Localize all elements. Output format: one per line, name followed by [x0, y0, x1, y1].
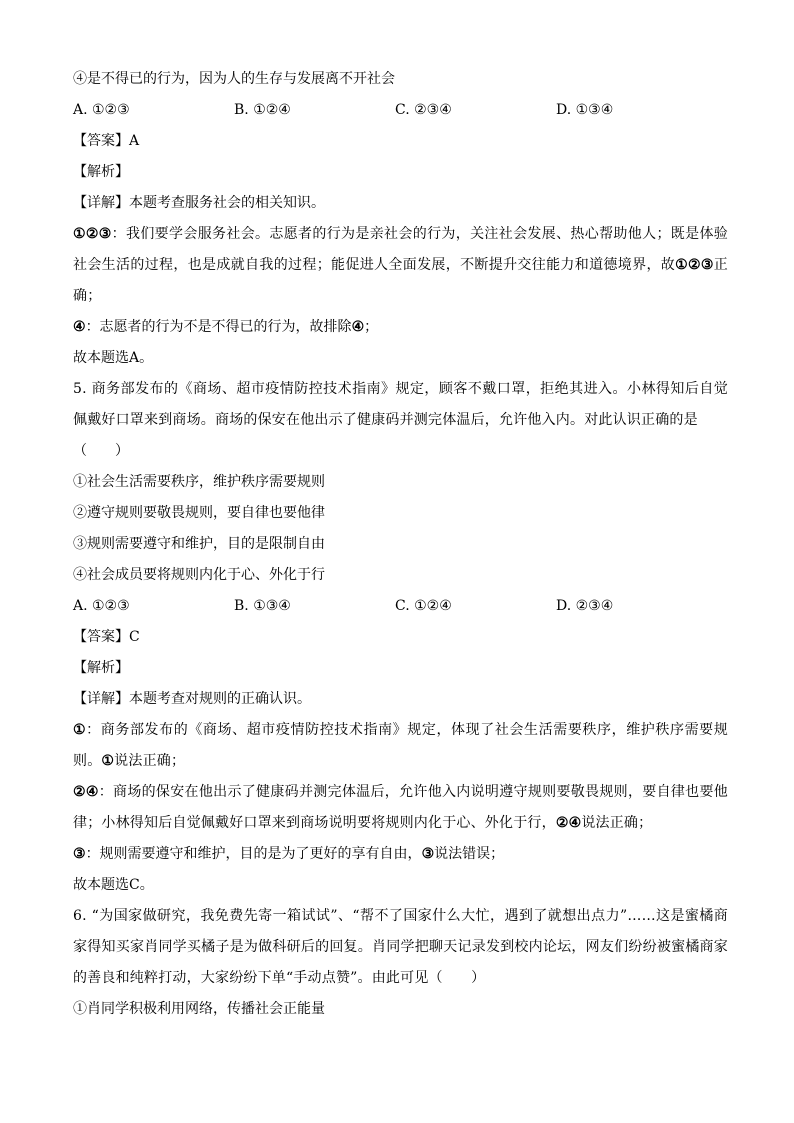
explanation-marker-end: ①②③	[675, 257, 714, 273]
explanation-marker: ③	[73, 846, 86, 862]
q5-explanation-1	[73, 715, 728, 777]
q5-option-c: C. ①②④	[395, 598, 452, 614]
q5-stem	[73, 374, 728, 436]
q5-statement-4: ④社会成员要将规则内化于心、外化于行	[73, 567, 325, 583]
q6-statement-1: ①肖同学积极利用网络，传播社会正能量	[73, 1001, 325, 1017]
explanation-marker: ①②③	[73, 226, 112, 242]
detail-text: 本题考查服务社会的相关知识。	[129, 195, 325, 211]
q5-detail	[73, 684, 728, 715]
q5-options	[73, 591, 728, 622]
answer-value: A	[129, 133, 140, 149]
explanation-marker: ④	[73, 319, 86, 335]
q5-statement-1: ①社会生活需要秩序，维护秩序需要规则	[73, 474, 325, 490]
detail-label: 【详解】	[73, 195, 129, 211]
detail-text: 本题考查对规则的正确认识。	[129, 691, 311, 707]
explanation-marker-end: ④	[351, 319, 365, 335]
explanation-marker-end: ①	[101, 753, 115, 769]
q5-blank: （ ）	[73, 443, 129, 459]
explanation-end: 说法正确；	[114, 753, 186, 769]
explanation-text: ：志愿者的行为不是不得已的行为，故排除	[85, 319, 352, 335]
answer-label: 【答案】	[73, 629, 129, 645]
q5-explanation-2	[73, 777, 728, 839]
q5-option-a: A. ①②③	[73, 598, 130, 614]
q6-stem	[73, 901, 728, 994]
q4-conclusion: 故本题选A。	[73, 350, 154, 366]
q5-statement-3: ③规则需要遵守和维护，目的是限制自由	[73, 536, 325, 552]
question-stem: 5. 商务部发布的《商场、超市疫情防控技术指南》规定，顾客不戴口罩，拒绝其进入。小林得知后自觉佩戴好口罩来到商场。商场的保安在他出示了健康码并测完体温后，允许他入内。对此认识正确的是	[73, 381, 728, 428]
answer-label: 【答案】	[73, 133, 129, 149]
answer-value: C	[129, 629, 140, 645]
q4-option-c: C. ②③④	[395, 102, 452, 118]
q5-statement-2: ②遵守规则要敬畏规则，要自律也要他律	[73, 505, 325, 521]
explanation-end: ；	[364, 319, 379, 335]
analysis-label: 【解析】	[73, 164, 129, 180]
detail-label: 【详解】	[73, 691, 129, 707]
q4-answer	[73, 126, 728, 157]
question-stem: 6. “为国家做研究，我免费先寄一箱试试”、“帮不了国家什么大忙，遇到了就想出点力”……这是蜜橘商家得知买家肖同学买橘子是为做科研后的回复。肖同学把聊天记录发到校内论坛，网友们纷纷被蜜橘商家的善良和纯粹打动，大家纷纷下单“手动点赞”。由此可见（ ）	[73, 908, 728, 986]
analysis-label: 【解析】	[73, 660, 129, 676]
q4-explanation-2	[73, 312, 728, 343]
q4-detail	[73, 188, 728, 219]
q5-analysis-heading	[73, 653, 728, 684]
explanation-text: ：商场的保安在他出示了健康码并测完体温后，允许他入内说明遵守规则要敬畏规则，要自律也要他律；小林得知后自觉佩戴好口罩来到商场说明要将规则内化于心、外化于行，	[73, 784, 728, 831]
q5-option-d: D. ②③④	[556, 598, 614, 614]
explanation-end: 说法正确；	[581, 815, 653, 831]
explanation-marker: ①	[73, 722, 87, 738]
explanation-marker: ②④	[73, 784, 99, 800]
q4-options	[73, 95, 728, 126]
q5-explanation-3	[73, 839, 728, 870]
q4-option-a: A. ①②③	[73, 102, 130, 118]
explanation-marker-end: ②④	[555, 815, 582, 831]
q4-statement-4: ④是不得已的行为，因为人的生存与发展离不开社会	[73, 71, 395, 87]
explanation-text: ：我们要学会服务社会。志愿者的行为是亲社会的行为，关注社会发展、热心帮助他人；既是体验社会生活的过程，也是成就自我的过程；能促进人全面发展，不断提升交往能力和道德境界，故	[73, 226, 728, 273]
q4-analysis-heading	[73, 157, 728, 188]
explanation-text: ：商务部发布的《商场、超市疫情防控技术指南》规定，体现了社会生活需要秩序，维护秩序需要规则。	[73, 722, 728, 769]
q4-explanation-1	[73, 219, 728, 312]
q4-option-d: D. ①③④	[556, 102, 614, 118]
q5-conclusion: 故本题选C。	[73, 877, 154, 893]
q5-answer	[73, 622, 728, 653]
q4-option-b: B. ①②④	[234, 102, 291, 118]
explanation-end: 说法错误；	[434, 846, 505, 862]
explanation-text: ：规则需要遵守和维护，目的是为了更好的享有自由，	[85, 846, 422, 862]
document-page	[73, 64, 728, 1025]
explanation-end: 正确；	[73, 257, 728, 304]
q5-option-b: B. ①③④	[234, 598, 291, 614]
explanation-marker-end: ③	[421, 846, 435, 862]
